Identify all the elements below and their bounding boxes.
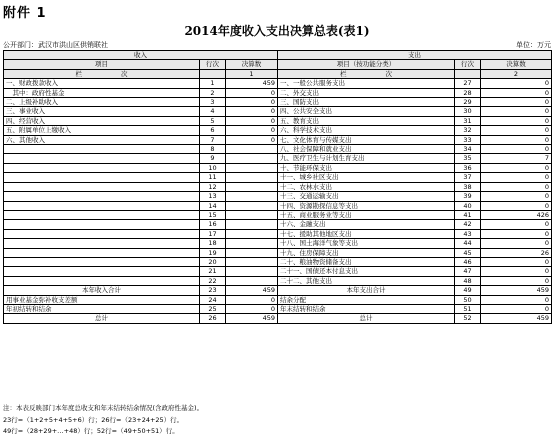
expense-value-cell: 0	[481, 88, 552, 97]
expense-item-cell: 二、外交支出	[278, 88, 455, 97]
expense-rowno-cell: 32	[455, 126, 481, 135]
expense-item-cell: 二十、粮油物资储备支出	[278, 257, 455, 266]
expense-value-cell: 0	[481, 79, 552, 88]
expense-item-cell: 二十二、其他支出	[278, 276, 455, 285]
expense-item-cell: 十一、城乡社区支出	[278, 173, 455, 182]
expense-item-cell: 四、公共安全支出	[278, 107, 455, 116]
income-item-cell: 本年收入合计	[4, 286, 200, 295]
income-item-cell	[4, 210, 200, 219]
expense-value-cell: 0	[481, 229, 552, 238]
expense-rowno-cell: 50	[455, 295, 481, 304]
table-row	[4, 182, 552, 191]
expense-item-cell: 六、科学技术支出	[278, 126, 455, 135]
table-row	[4, 192, 552, 201]
expense-item-cell: 五、教育支出	[278, 116, 455, 125]
income-col-index: 1	[226, 69, 278, 78]
expense-rowno-cell: 51	[455, 304, 481, 313]
expense-rowno-cell: 36	[455, 163, 481, 172]
income-value-cell: 0	[226, 126, 278, 135]
income-value-cell: 0	[226, 98, 278, 107]
expense-rowno-cell: 44	[455, 239, 481, 248]
income-value-cell	[226, 201, 278, 210]
income-rowno-cell: 14	[200, 201, 226, 210]
income-value-cell	[226, 154, 278, 163]
expense-item-cell: 十六、金融支出	[278, 220, 455, 229]
expense-rowno-cell: 47	[455, 267, 481, 276]
expense-rowno-cell: 49	[455, 286, 481, 295]
expense-item-cell: 十九、住房保障支出	[278, 248, 455, 257]
income-rowno-cell: 20	[200, 257, 226, 266]
expense-value-cell: 0	[481, 304, 552, 313]
table-row	[4, 201, 552, 210]
income-value-cell: 459	[226, 286, 278, 295]
expense-item-cell: 十五、商业服务业等支出	[278, 210, 455, 219]
income-rowno-cell: 7	[200, 135, 226, 144]
expense-rowno-cell: 41	[455, 210, 481, 219]
table-row	[4, 173, 552, 182]
table-row	[4, 79, 552, 88]
expense-value-cell: 0	[481, 239, 552, 248]
expense-section-header: 支出	[278, 51, 552, 60]
expense-rowno-cell: 28	[455, 88, 481, 97]
income-rowno-cell: 16	[200, 220, 226, 229]
table-row	[4, 304, 552, 313]
expense-item-cell: 七、文化体育与传媒支出	[278, 135, 455, 144]
income-item-cell	[4, 154, 200, 163]
income-rowno-cell: 15	[200, 210, 226, 219]
note-line: 23行=（1+2+5+4+5+6）行；26行=（23+24+25）行。	[3, 415, 184, 424]
income-item-cell: 一、财政拨款收入	[4, 79, 200, 88]
expense-value-cell: 0	[481, 192, 552, 201]
expense-value-cell: 426	[481, 210, 552, 219]
income-value-cell	[226, 239, 278, 248]
income-value-cell: 0	[226, 135, 278, 144]
budget-table	[3, 50, 552, 324]
income-value-cell	[226, 257, 278, 266]
income-rowno-cell: 24	[200, 295, 226, 304]
expense-lanci-label: 栏 次	[278, 69, 455, 78]
table-row	[4, 286, 552, 295]
income-rowno-cell: 10	[200, 163, 226, 172]
income-rowno-cell: 4	[200, 107, 226, 116]
expense-item-cell: 十二、农林水支出	[278, 182, 455, 191]
expense-value-cell: 0	[481, 220, 552, 229]
table-row	[4, 135, 552, 144]
income-item-cell	[4, 220, 200, 229]
income-rowno-cell: 8	[200, 145, 226, 154]
income-rowno-cell: 21	[200, 267, 226, 276]
report-meta	[3, 40, 551, 50]
income-item-cell	[4, 182, 200, 191]
income-lanci-label: 栏 次	[4, 69, 200, 78]
table-notes	[3, 403, 203, 438]
income-item-cell: 年初结转和结余	[4, 304, 200, 313]
income-rowno-cell: 19	[200, 248, 226, 257]
expense-rowno-cell: 30	[455, 107, 481, 116]
expense-item-cell: 九、医疗卫生与计划生育支出	[278, 154, 455, 163]
expense-rowno-cell: 29	[455, 98, 481, 107]
income-rowno-cell: 3	[200, 98, 226, 107]
expense-value-cell: 0	[481, 145, 552, 154]
expense-item-cell: 十七、援助其他地区支出	[278, 229, 455, 238]
expense-value-cell: 459	[481, 286, 552, 295]
table-row	[4, 257, 552, 266]
income-value-cell: 0	[226, 304, 278, 313]
table-row	[4, 88, 552, 97]
table-row	[4, 314, 552, 323]
income-rowno-cell: 5	[200, 116, 226, 125]
table-row	[4, 239, 552, 248]
income-rowno-cell: 25	[200, 304, 226, 313]
expense-rowno-cell: 31	[455, 116, 481, 125]
expense-rowno-cell: 37	[455, 173, 481, 182]
expense-item-cell: 一、一般公共服务支出	[278, 79, 455, 88]
table-row	[4, 229, 552, 238]
expense-rowno-cell: 33	[455, 135, 481, 144]
income-value-cell	[226, 145, 278, 154]
expense-item-cell: 十三、交通运输支出	[278, 192, 455, 201]
income-item-cell: 五、附属单位上缴收入	[4, 126, 200, 135]
income-rowno-cell: 18	[200, 239, 226, 248]
expense-item-cell: 三、国防支出	[278, 98, 455, 107]
income-item-cell: 四、经营收入	[4, 116, 200, 125]
expense-rowno-cell: 39	[455, 192, 481, 201]
income-rowno-cell: 9	[200, 154, 226, 163]
income-rowno-cell: 2	[200, 88, 226, 97]
report-title: 2014年度收入支出决算总表(表1)	[184, 24, 370, 38]
department-label: 公开部门：武汉市洪山区供销联社	[3, 41, 108, 49]
unit-label: 单位：万元	[516, 41, 551, 49]
income-value-cell	[226, 248, 278, 257]
income-final-header: 决算数	[226, 60, 278, 69]
table-row	[4, 295, 552, 304]
income-value-cell: 0	[226, 295, 278, 304]
income-value-cell: 459	[226, 314, 278, 323]
income-value-cell	[226, 210, 278, 219]
income-item-cell	[4, 145, 200, 154]
income-item-cell	[4, 257, 200, 266]
expense-rowno-index	[455, 69, 481, 78]
income-item-cell: 总计	[4, 314, 200, 323]
income-value-cell: 0	[226, 107, 278, 116]
expense-rowno-cell: 43	[455, 229, 481, 238]
income-rowno-cell: 23	[200, 286, 226, 295]
table-row	[4, 107, 552, 116]
expense-item-cell: 十、节能环保支出	[278, 163, 455, 172]
income-rowno-cell: 11	[200, 173, 226, 182]
expense-rowno-cell: 48	[455, 276, 481, 285]
table-row	[4, 98, 552, 107]
expense-value-cell: 0	[481, 107, 552, 116]
income-rowno-cell: 13	[200, 192, 226, 201]
table-row	[4, 116, 552, 125]
expense-value-cell: 0	[481, 201, 552, 210]
column-index-row	[4, 69, 552, 78]
table-row	[4, 210, 552, 219]
income-item-cell: 三、事业收入	[4, 107, 200, 116]
expense-rowno-cell: 34	[455, 145, 481, 154]
expense-item-cell: 十八、国土海洋气象等支出	[278, 239, 455, 248]
section-header-row	[4, 51, 552, 60]
expense-item-cell: 结余分配	[278, 295, 455, 304]
income-value-cell	[226, 267, 278, 276]
expense-item-cell: 二十一、国债还本付息支出	[278, 267, 455, 276]
income-item-cell	[4, 267, 200, 276]
income-rowno-cell: 6	[200, 126, 226, 135]
expense-rowno-cell: 45	[455, 248, 481, 257]
table-row	[4, 126, 552, 135]
expense-rowno-cell: 52	[455, 314, 481, 323]
income-value-cell: 459	[226, 79, 278, 88]
income-value-cell	[226, 276, 278, 285]
income-item-cell	[4, 201, 200, 210]
income-rowno-cell: 1	[200, 79, 226, 88]
income-value-cell	[226, 229, 278, 238]
income-value-cell	[226, 182, 278, 191]
income-item-cell: 二、上级补助收入	[4, 98, 200, 107]
table-row	[4, 220, 552, 229]
income-rowno-index	[200, 69, 226, 78]
table-row	[4, 154, 552, 163]
income-item-cell: 用事业基金弥补收支差额	[4, 295, 200, 304]
expense-value-cell: 0	[481, 295, 552, 304]
expense-item-cell: 八、社会保障和就业支出	[278, 145, 455, 154]
table-row	[4, 248, 552, 257]
income-value-cell	[226, 192, 278, 201]
income-rowno-cell: 12	[200, 182, 226, 191]
expense-col-index: 2	[481, 69, 552, 78]
income-item-cell: 六、其他收入	[4, 135, 200, 144]
expense-value-cell: 0	[481, 276, 552, 285]
expense-item-cell: 总计	[278, 314, 455, 323]
income-value-cell	[226, 163, 278, 172]
income-item-cell	[4, 173, 200, 182]
expense-final-header: 决算数	[481, 60, 552, 69]
table-row	[4, 163, 552, 172]
income-item-header: 项目	[4, 60, 200, 69]
income-rowno-cell: 26	[200, 314, 226, 323]
income-value-cell: 0	[226, 116, 278, 125]
expense-value-cell: 0	[481, 135, 552, 144]
income-item-cell	[4, 192, 200, 201]
expense-value-cell: 0	[481, 163, 552, 172]
expense-value-cell: 0	[481, 182, 552, 191]
income-section-header: 收入	[4, 51, 278, 60]
table-row	[4, 267, 552, 276]
expense-value-cell: 0	[481, 257, 552, 266]
note-line: 49行=（28+29+…+48）行；52行=（49+50+51）行。	[3, 427, 179, 435]
income-value-cell	[226, 173, 278, 182]
note-line: 注：本表反映部门本年度总收支和年末结转结余情况(含政府性基金)。	[3, 404, 204, 412]
expense-rowno-cell: 38	[455, 182, 481, 191]
expense-value-cell: 7	[481, 154, 552, 163]
income-rowno-header: 行次	[200, 60, 226, 69]
expense-item-header: 项目（按功能分类）	[278, 60, 455, 69]
income-value-cell: 0	[226, 88, 278, 97]
expense-value-cell: 26	[481, 248, 552, 257]
expense-value-cell: 0	[481, 126, 552, 135]
expense-value-cell: 459	[481, 314, 552, 323]
expense-item-cell: 十四、资源勘探信息等支出	[278, 201, 455, 210]
income-value-cell	[226, 220, 278, 229]
expense-rowno-cell: 27	[455, 79, 481, 88]
expense-item-cell: 年末结转和结余	[278, 304, 455, 313]
table-row	[4, 276, 552, 285]
expense-value-cell: 0	[481, 98, 552, 107]
income-item-cell: 其中：政府性基金	[4, 88, 200, 97]
income-item-cell	[4, 163, 200, 172]
income-rowno-cell: 22	[200, 276, 226, 285]
income-rowno-cell: 17	[200, 229, 226, 238]
income-item-cell	[4, 248, 200, 257]
expense-rowno-header: 行次	[455, 60, 481, 69]
column-header-row	[4, 60, 552, 69]
income-item-cell	[4, 276, 200, 285]
expense-value-cell: 0	[481, 267, 552, 276]
table-row	[4, 145, 552, 154]
expense-rowno-cell: 46	[455, 257, 481, 266]
expense-item-cell: 本年支出合计	[278, 286, 455, 295]
expense-rowno-cell: 40	[455, 201, 481, 210]
expense-value-cell: 0	[481, 173, 552, 182]
income-item-cell	[4, 239, 200, 248]
income-item-cell	[4, 229, 200, 238]
expense-rowno-cell: 42	[455, 220, 481, 229]
expense-rowno-cell: 35	[455, 154, 481, 163]
attachment-label: 附件 1	[3, 6, 47, 21]
expense-value-cell: 0	[481, 116, 552, 125]
